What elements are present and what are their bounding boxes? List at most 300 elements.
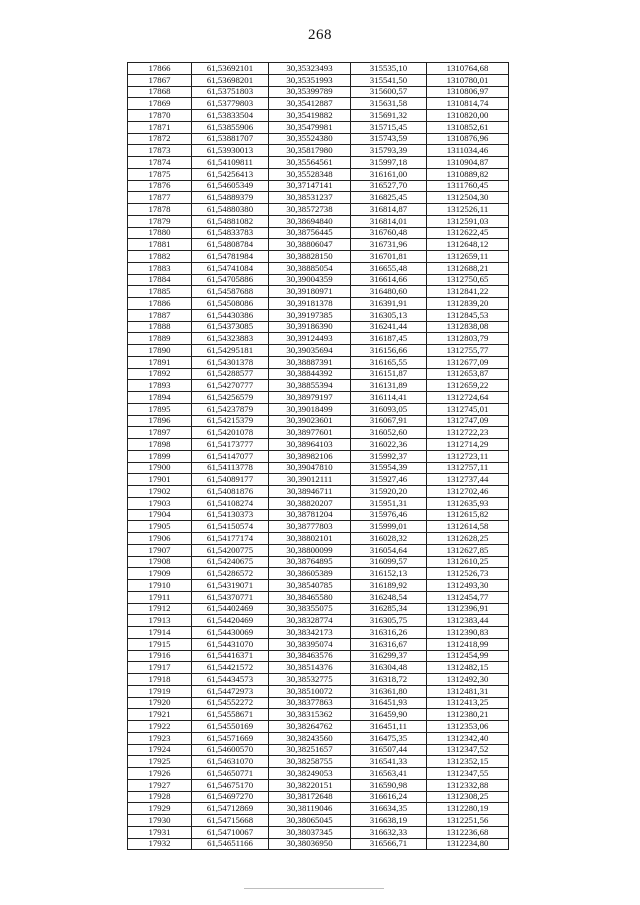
point-number-cell: 17906 <box>128 533 192 545</box>
longitude-cell: 30,39012111 <box>269 474 351 486</box>
y-coordinate-cell: 1312723,11 <box>427 450 509 462</box>
latitude-cell: 61,54373085 <box>192 321 269 333</box>
y-coordinate-cell: 1312353,06 <box>427 721 509 733</box>
longitude-cell: 30,35524380 <box>269 133 351 145</box>
x-coordinate-cell: 316305,13 <box>351 309 427 321</box>
point-number-cell: 17926 <box>128 768 192 780</box>
longitude-cell: 30,39197385 <box>269 309 351 321</box>
y-coordinate-cell: 1312234,80 <box>427 838 509 850</box>
table-row <box>128 368 509 380</box>
table-row <box>128 121 509 133</box>
latitude-cell: 61,54430386 <box>192 309 269 321</box>
latitude-cell: 61,53751803 <box>192 86 269 98</box>
point-number-cell: 17928 <box>128 791 192 803</box>
longitude-cell: 30,38315362 <box>269 709 351 721</box>
x-coordinate-cell: 316305,75 <box>351 615 427 627</box>
latitude-cell: 61,54108274 <box>192 497 269 509</box>
x-coordinate-cell: 316028,32 <box>351 533 427 545</box>
point-number-cell: 17913 <box>128 615 192 627</box>
y-coordinate-cell: 1312347,52 <box>427 744 509 756</box>
table-row <box>128 497 509 509</box>
y-coordinate-cell: 1312610,25 <box>427 556 509 568</box>
x-coordinate-cell: 316701,81 <box>351 251 427 263</box>
y-coordinate-cell: 1311760,45 <box>427 180 509 192</box>
x-coordinate-cell: 316655,48 <box>351 262 427 274</box>
longitude-cell: 30,39035694 <box>269 345 351 357</box>
longitude-cell: 30,38979197 <box>269 392 351 404</box>
point-number-cell: 17914 <box>128 627 192 639</box>
point-number-cell: 17891 <box>128 356 192 368</box>
table-row <box>128 239 509 251</box>
longitude-cell: 30,38172648 <box>269 791 351 803</box>
y-coordinate-cell: 1312635,93 <box>427 497 509 509</box>
point-number-cell: 17920 <box>128 697 192 709</box>
table-row <box>128 627 509 639</box>
x-coordinate-cell: 316052,60 <box>351 427 427 439</box>
point-number-cell: 17921 <box>128 709 192 721</box>
y-coordinate-cell: 1312724,64 <box>427 392 509 404</box>
y-coordinate-cell: 1311034,46 <box>427 145 509 157</box>
x-coordinate-cell: 316638,19 <box>351 815 427 827</box>
y-coordinate-cell: 1312702,46 <box>427 486 509 498</box>
point-number-cell: 17877 <box>128 192 192 204</box>
table-row <box>128 838 509 850</box>
point-number-cell: 17905 <box>128 521 192 533</box>
table-row <box>128 697 509 709</box>
x-coordinate-cell: 316634,35 <box>351 803 427 815</box>
table-row <box>128 615 509 627</box>
latitude-cell: 61,54288577 <box>192 368 269 380</box>
longitude-cell: 30,39186390 <box>269 321 351 333</box>
latitude-cell: 61,54715668 <box>192 815 269 827</box>
x-coordinate-cell: 316459,90 <box>351 709 427 721</box>
point-number-cell: 17884 <box>128 274 192 286</box>
y-coordinate-cell: 1312714,29 <box>427 439 509 451</box>
table-row <box>128 98 509 110</box>
table-row <box>128 380 509 392</box>
x-coordinate-cell: 315992,37 <box>351 450 427 462</box>
table-row <box>128 227 509 239</box>
table-row <box>128 298 509 310</box>
longitude-cell: 30,38885054 <box>269 262 351 274</box>
x-coordinate-cell: 315999,01 <box>351 521 427 533</box>
latitude-cell: 61,53698201 <box>192 74 269 86</box>
y-coordinate-cell: 1312526,73 <box>427 568 509 580</box>
point-number-cell: 17929 <box>128 803 192 815</box>
longitude-cell: 30,38855394 <box>269 380 351 392</box>
y-coordinate-cell: 1312251,56 <box>427 815 509 827</box>
x-coordinate-cell: 316318,72 <box>351 674 427 686</box>
y-coordinate-cell: 1312757,11 <box>427 462 509 474</box>
latitude-cell: 61,54712869 <box>192 803 269 815</box>
longitude-cell: 30,38820207 <box>269 497 351 509</box>
y-coordinate-cell: 1310764,68 <box>427 63 509 75</box>
point-number-cell: 17893 <box>128 380 192 392</box>
table-row <box>128 544 509 556</box>
point-number-cell: 17883 <box>128 262 192 274</box>
latitude-cell: 61,54081876 <box>192 486 269 498</box>
table-row <box>128 333 509 345</box>
x-coordinate-cell: 316451,93 <box>351 697 427 709</box>
point-number-cell: 17871 <box>128 121 192 133</box>
x-coordinate-cell: 316731,96 <box>351 239 427 251</box>
point-number-cell: 17902 <box>128 486 192 498</box>
latitude-cell: 61,54295181 <box>192 345 269 357</box>
table-row <box>128 556 509 568</box>
longitude-cell: 30,38946711 <box>269 486 351 498</box>
latitude-cell: 61,54286572 <box>192 568 269 580</box>
x-coordinate-cell: 316507,44 <box>351 744 427 756</box>
table-row <box>128 803 509 815</box>
point-number-cell: 17899 <box>128 450 192 462</box>
latitude-cell: 61,54431070 <box>192 638 269 650</box>
table-row <box>128 345 509 357</box>
x-coordinate-cell: 315631,58 <box>351 98 427 110</box>
point-number-cell: 17890 <box>128 345 192 357</box>
latitude-cell: 61,54571669 <box>192 732 269 744</box>
coordinates-table-body <box>128 63 509 850</box>
table-row <box>128 427 509 439</box>
longitude-cell: 30,38355075 <box>269 603 351 615</box>
latitude-cell: 61,54177174 <box>192 533 269 545</box>
latitude-cell: 61,53881707 <box>192 133 269 145</box>
point-number-cell: 17910 <box>128 580 192 592</box>
y-coordinate-cell: 1312482,15 <box>427 662 509 674</box>
y-coordinate-cell: 1312481,31 <box>427 685 509 697</box>
point-number-cell: 17901 <box>128 474 192 486</box>
longitude-cell: 30,38328774 <box>269 615 351 627</box>
latitude-cell: 61,53779803 <box>192 98 269 110</box>
x-coordinate-cell: 316316,26 <box>351 627 427 639</box>
latitude-cell: 61,54200775 <box>192 544 269 556</box>
y-coordinate-cell: 1312653,87 <box>427 368 509 380</box>
longitude-cell: 30,39023601 <box>269 415 351 427</box>
point-number-cell: 17874 <box>128 157 192 169</box>
longitude-cell: 30,38258755 <box>269 756 351 768</box>
point-number-cell: 17889 <box>128 333 192 345</box>
point-number-cell: 17894 <box>128 392 192 404</box>
table-row <box>128 450 509 462</box>
x-coordinate-cell: 316541,33 <box>351 756 427 768</box>
x-coordinate-cell: 316616,24 <box>351 791 427 803</box>
x-coordinate-cell: 316590,98 <box>351 779 427 791</box>
table-row <box>128 685 509 697</box>
longitude-cell: 30,38220151 <box>269 779 351 791</box>
latitude-cell: 61,54416371 <box>192 650 269 662</box>
y-coordinate-cell: 1312841,22 <box>427 286 509 298</box>
x-coordinate-cell: 316480,60 <box>351 286 427 298</box>
x-coordinate-cell: 315793,39 <box>351 145 427 157</box>
y-coordinate-cell: 1312688,21 <box>427 262 509 274</box>
point-number-cell: 17881 <box>128 239 192 251</box>
longitude-cell: 30,39181378 <box>269 298 351 310</box>
latitude-cell: 61,54256579 <box>192 392 269 404</box>
longitude-cell: 30,38249053 <box>269 768 351 780</box>
latitude-cell: 61,54651166 <box>192 838 269 850</box>
y-coordinate-cell: 1312413,25 <box>427 697 509 709</box>
x-coordinate-cell: 316632,33 <box>351 826 427 838</box>
point-number-cell: 17908 <box>128 556 192 568</box>
point-number-cell: 17882 <box>128 251 192 263</box>
y-coordinate-cell: 1312627,85 <box>427 544 509 556</box>
longitude-cell: 30,38777803 <box>269 521 351 533</box>
x-coordinate-cell: 316361,80 <box>351 685 427 697</box>
table-row <box>128 791 509 803</box>
point-number-cell: 17872 <box>128 133 192 145</box>
latitude-cell: 61,54215379 <box>192 415 269 427</box>
point-number-cell: 17873 <box>128 145 192 157</box>
longitude-cell: 30,38532775 <box>269 674 351 686</box>
x-coordinate-cell: 316189,92 <box>351 580 427 592</box>
x-coordinate-cell: 316248,54 <box>351 591 427 603</box>
table-row <box>128 262 509 274</box>
longitude-cell: 30,39004359 <box>269 274 351 286</box>
y-coordinate-cell: 1312838,08 <box>427 321 509 333</box>
coordinates-table <box>127 62 509 850</box>
x-coordinate-cell: 315535,10 <box>351 63 427 75</box>
table-row <box>128 591 509 603</box>
y-coordinate-cell: 1312352,15 <box>427 756 509 768</box>
latitude-cell: 61,54881082 <box>192 215 269 227</box>
x-coordinate-cell: 315541,50 <box>351 74 427 86</box>
latitude-cell: 61,54587688 <box>192 286 269 298</box>
x-coordinate-cell: 316299,37 <box>351 650 427 662</box>
latitude-cell: 61,54256413 <box>192 168 269 180</box>
x-coordinate-cell: 316391,91 <box>351 298 427 310</box>
x-coordinate-cell: 316241,44 <box>351 321 427 333</box>
point-number-cell: 17870 <box>128 110 192 122</box>
table-row <box>128 603 509 615</box>
y-coordinate-cell: 1310904,87 <box>427 157 509 169</box>
table-row <box>128 145 509 157</box>
point-number-cell: 17898 <box>128 439 192 451</box>
latitude-cell: 61,54147077 <box>192 450 269 462</box>
longitude-cell: 30,37147141 <box>269 180 351 192</box>
table-row <box>128 251 509 263</box>
latitude-cell: 61,54402469 <box>192 603 269 615</box>
point-number-cell: 17925 <box>128 756 192 768</box>
table-row <box>128 309 509 321</box>
table-row <box>128 286 509 298</box>
y-coordinate-cell: 1312308,25 <box>427 791 509 803</box>
x-coordinate-cell: 316304,48 <box>351 662 427 674</box>
table-row <box>128 815 509 827</box>
x-coordinate-cell: 316022,36 <box>351 439 427 451</box>
point-number-cell: 17904 <box>128 509 192 521</box>
point-number-cell: 17922 <box>128 721 192 733</box>
longitude-cell: 30,38887391 <box>269 356 351 368</box>
latitude-cell: 61,54697270 <box>192 791 269 803</box>
latitude-cell: 61,53930013 <box>192 145 269 157</box>
footer-rule <box>244 888 384 889</box>
table-row <box>128 204 509 216</box>
point-number-cell: 17876 <box>128 180 192 192</box>
point-number-cell: 17931 <box>128 826 192 838</box>
y-coordinate-cell: 1310852,61 <box>427 121 509 133</box>
y-coordinate-cell: 1312591,03 <box>427 215 509 227</box>
x-coordinate-cell: 316054,64 <box>351 544 427 556</box>
y-coordinate-cell: 1312492,30 <box>427 674 509 686</box>
longitude-cell: 30,38756445 <box>269 227 351 239</box>
longitude-cell: 30,38964103 <box>269 439 351 451</box>
x-coordinate-cell: 315691,32 <box>351 110 427 122</box>
y-coordinate-cell: 1312628,25 <box>427 533 509 545</box>
x-coordinate-cell: 316825,45 <box>351 192 427 204</box>
longitude-cell: 30,38243560 <box>269 732 351 744</box>
x-coordinate-cell: 316114,41 <box>351 392 427 404</box>
y-coordinate-cell: 1312839,20 <box>427 298 509 310</box>
point-number-cell: 17868 <box>128 86 192 98</box>
x-coordinate-cell: 315600,57 <box>351 86 427 98</box>
x-coordinate-cell: 316131,89 <box>351 380 427 392</box>
y-coordinate-cell: 1312342,40 <box>427 732 509 744</box>
longitude-cell: 30,38694840 <box>269 215 351 227</box>
y-coordinate-cell: 1312803,79 <box>427 333 509 345</box>
x-coordinate-cell: 316563,41 <box>351 768 427 780</box>
latitude-cell: 61,54109811 <box>192 157 269 169</box>
table-row <box>128 439 509 451</box>
point-number-cell: 17867 <box>128 74 192 86</box>
latitude-cell: 61,54130373 <box>192 509 269 521</box>
page-number: 268 <box>308 27 332 43</box>
point-number-cell: 17888 <box>128 321 192 333</box>
latitude-cell: 61,54631070 <box>192 756 269 768</box>
x-coordinate-cell: 316093,05 <box>351 403 427 415</box>
latitude-cell: 61,54421572 <box>192 662 269 674</box>
latitude-cell: 61,54781984 <box>192 251 269 263</box>
longitude-cell: 30,35479981 <box>269 121 351 133</box>
x-coordinate-cell: 316451,11 <box>351 721 427 733</box>
longitude-cell: 30,38264762 <box>269 721 351 733</box>
point-number-cell: 17912 <box>128 603 192 615</box>
latitude-cell: 61,53833504 <box>192 110 269 122</box>
latitude-cell: 61,54650771 <box>192 768 269 780</box>
table-row <box>128 650 509 662</box>
table-row <box>128 721 509 733</box>
point-number-cell: 17879 <box>128 215 192 227</box>
y-coordinate-cell: 1312737,44 <box>427 474 509 486</box>
table-row <box>128 779 509 791</box>
y-coordinate-cell: 1312750,65 <box>427 274 509 286</box>
y-coordinate-cell: 1312236,68 <box>427 826 509 838</box>
table-row <box>128 168 509 180</box>
y-coordinate-cell: 1310876,96 <box>427 133 509 145</box>
latitude-cell: 61,53855906 <box>192 121 269 133</box>
y-coordinate-cell: 1312504,30 <box>427 192 509 204</box>
x-coordinate-cell: 316161,00 <box>351 168 427 180</box>
y-coordinate-cell: 1312677,09 <box>427 356 509 368</box>
longitude-cell: 30,38465580 <box>269 591 351 603</box>
y-coordinate-cell: 1312615,82 <box>427 509 509 521</box>
x-coordinate-cell: 316285,34 <box>351 603 427 615</box>
x-coordinate-cell: 315920,20 <box>351 486 427 498</box>
longitude-cell: 30,35351993 <box>269 74 351 86</box>
y-coordinate-cell: 1310814,74 <box>427 98 509 110</box>
longitude-cell: 30,38395074 <box>269 638 351 650</box>
latitude-cell: 61,54880380 <box>192 204 269 216</box>
y-coordinate-cell: 1312280,19 <box>427 803 509 815</box>
table-row <box>128 674 509 686</box>
latitude-cell: 61,54550169 <box>192 721 269 733</box>
table-row <box>128 86 509 98</box>
table-row <box>128 74 509 86</box>
table-row <box>128 133 509 145</box>
longitude-cell: 30,39047810 <box>269 462 351 474</box>
table-row <box>128 768 509 780</box>
longitude-cell: 30,39124493 <box>269 333 351 345</box>
latitude-cell: 61,54240675 <box>192 556 269 568</box>
x-coordinate-cell: 316099,57 <box>351 556 427 568</box>
point-number-cell: 17903 <box>128 497 192 509</box>
x-coordinate-cell: 315743,59 <box>351 133 427 145</box>
longitude-cell: 30,38036950 <box>269 838 351 850</box>
latitude-cell: 61,54420469 <box>192 615 269 627</box>
longitude-cell: 30,38844392 <box>269 368 351 380</box>
point-number-cell: 17917 <box>128 662 192 674</box>
latitude-cell: 61,54430069 <box>192 627 269 639</box>
y-coordinate-cell: 1310806,97 <box>427 86 509 98</box>
point-number-cell: 17911 <box>128 591 192 603</box>
longitude-cell: 30,35412887 <box>269 98 351 110</box>
y-coordinate-cell: 1312755,77 <box>427 345 509 357</box>
x-coordinate-cell: 316760,48 <box>351 227 427 239</box>
longitude-cell: 30,35323493 <box>269 63 351 75</box>
x-coordinate-cell: 315927,46 <box>351 474 427 486</box>
table-row <box>128 521 509 533</box>
latitude-cell: 61,54600570 <box>192 744 269 756</box>
latitude-cell: 61,54508086 <box>192 298 269 310</box>
latitude-cell: 61,54113778 <box>192 462 269 474</box>
latitude-cell: 61,54675170 <box>192 779 269 791</box>
y-coordinate-cell: 1312418,99 <box>427 638 509 650</box>
table-row <box>128 826 509 838</box>
table-row <box>128 415 509 427</box>
longitude-cell: 30,38764895 <box>269 556 351 568</box>
x-coordinate-cell: 315715,45 <box>351 121 427 133</box>
point-number-cell: 17895 <box>128 403 192 415</box>
latitude-cell: 61,54605349 <box>192 180 269 192</box>
table-row <box>128 638 509 650</box>
longitude-cell: 30,39018499 <box>269 403 351 415</box>
longitude-cell: 30,38800099 <box>269 544 351 556</box>
longitude-cell: 30,38605389 <box>269 568 351 580</box>
x-coordinate-cell: 316187,45 <box>351 333 427 345</box>
x-coordinate-cell: 316151,87 <box>351 368 427 380</box>
latitude-cell: 61,54237879 <box>192 403 269 415</box>
longitude-cell: 30,35399789 <box>269 86 351 98</box>
x-coordinate-cell: 316566,71 <box>351 838 427 850</box>
x-coordinate-cell: 316614,66 <box>351 274 427 286</box>
table-row <box>128 662 509 674</box>
y-coordinate-cell: 1310780,01 <box>427 74 509 86</box>
latitude-cell: 61,54808784 <box>192 239 269 251</box>
point-number-cell: 17919 <box>128 685 192 697</box>
y-coordinate-cell: 1312722,23 <box>427 427 509 439</box>
longitude-cell: 30,38806047 <box>269 239 351 251</box>
table-row <box>128 215 509 227</box>
point-number-cell: 17930 <box>128 815 192 827</box>
point-number-cell: 17932 <box>128 838 192 850</box>
y-coordinate-cell: 1312614,58 <box>427 521 509 533</box>
longitude-cell: 30,38540785 <box>269 580 351 592</box>
point-number-cell: 17900 <box>128 462 192 474</box>
latitude-cell: 61,54370771 <box>192 591 269 603</box>
longitude-cell: 30,38463576 <box>269 650 351 662</box>
x-coordinate-cell: 316316,67 <box>351 638 427 650</box>
point-number-cell: 17907 <box>128 544 192 556</box>
point-number-cell: 17923 <box>128 732 192 744</box>
y-coordinate-cell: 1310889,82 <box>427 168 509 180</box>
